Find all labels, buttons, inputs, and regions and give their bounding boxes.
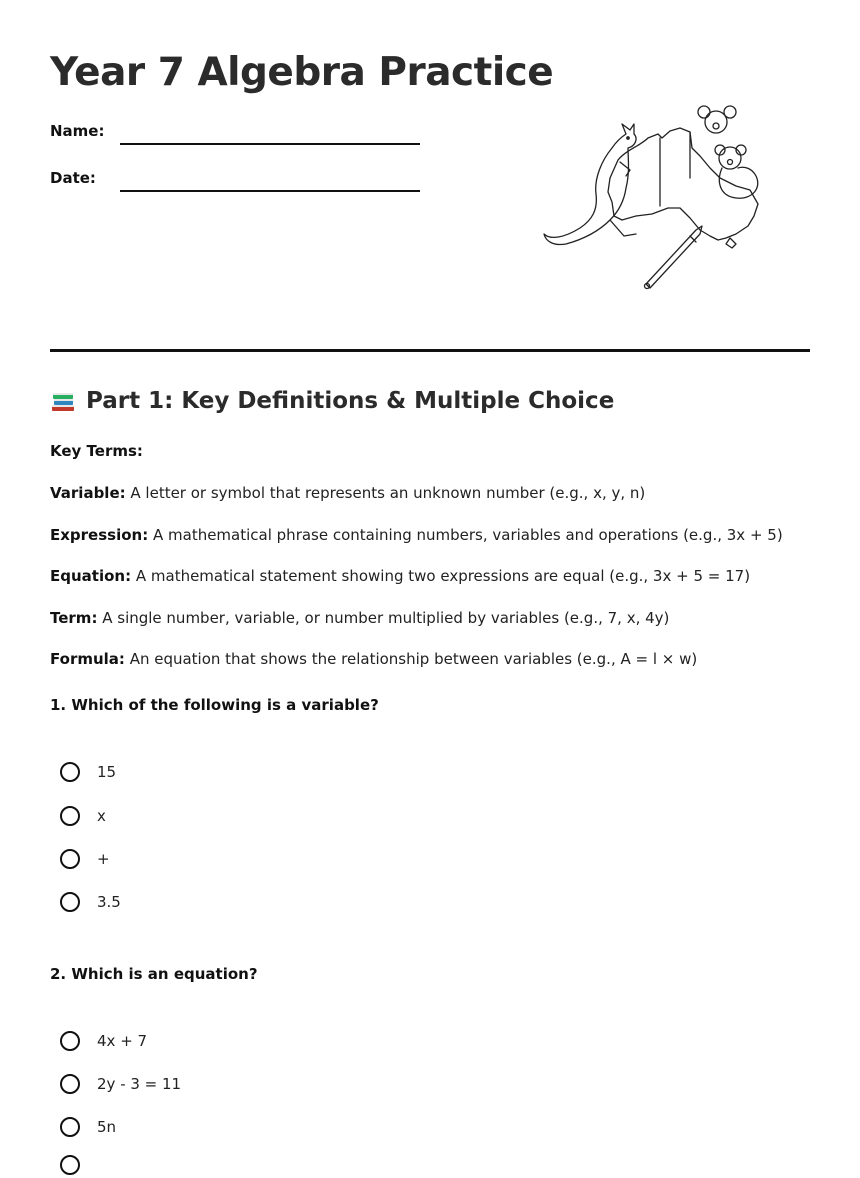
definition-equation xyxy=(50,567,750,585)
radio-button[interactable] xyxy=(60,1031,80,1051)
radio-button[interactable] xyxy=(60,762,80,782)
australia-animals-illustration xyxy=(540,98,770,294)
radio-button[interactable] xyxy=(60,1117,80,1137)
definition-text: A mathematical phrase containing numbers, variables and operations (e.g., 3x + 5) xyxy=(148,526,783,544)
option-label: 3.5 xyxy=(97,893,121,911)
option-label: + xyxy=(97,850,110,868)
definition-formula xyxy=(50,650,697,668)
question-2: 2. Which is an equation? xyxy=(50,965,258,983)
radio-button[interactable] xyxy=(60,1155,80,1175)
name-field[interactable] xyxy=(120,143,420,145)
option-label: 15 xyxy=(97,763,117,781)
definition-text: An equation that shows the relationship between variables (e.g., A = l × w) xyxy=(124,650,698,668)
q1-option-d[interactable] xyxy=(60,889,121,915)
key-terms-label: Key Terms: xyxy=(50,442,143,460)
q1-option-b[interactable] xyxy=(60,803,106,829)
books-icon xyxy=(50,388,76,414)
q2-option-b[interactable] xyxy=(60,1071,181,1097)
part1-heading-text: Part 1: Key Definitions & Multiple Choice xyxy=(86,388,615,414)
q1-option-c[interactable] xyxy=(60,846,110,872)
definition-variable xyxy=(50,484,645,502)
definition-term-entry xyxy=(50,609,669,627)
radio-button[interactable] xyxy=(60,892,80,912)
radio-button[interactable] xyxy=(60,849,80,869)
pencil-drawing xyxy=(645,226,703,289)
q1-option-a[interactable] xyxy=(60,759,116,785)
definition-text: A letter or symbol that represents an unknown number (e.g., x, y, n) xyxy=(125,484,646,502)
definition-term: Term: xyxy=(50,609,98,627)
option-label: x xyxy=(97,807,106,825)
definition-term: Equation: xyxy=(50,567,132,585)
radio-button[interactable] xyxy=(60,806,80,826)
name-label: Name: xyxy=(50,122,105,140)
section-divider xyxy=(50,349,810,352)
radio-button[interactable] xyxy=(60,1074,80,1094)
definition-text: A single number, variable, or number multiplied by variables (e.g., 7, x, 4y) xyxy=(97,609,670,627)
option-label: 2y - 3 = 11 xyxy=(97,1075,182,1093)
option-label: 5n xyxy=(97,1118,117,1136)
q2-option-d-partial[interactable] xyxy=(60,1152,97,1178)
definition-term: Expression: xyxy=(50,526,149,544)
option-label: 4x + 7 xyxy=(97,1032,148,1050)
part1-heading xyxy=(50,388,614,414)
date-field[interactable] xyxy=(120,190,420,192)
koala-drawing xyxy=(698,106,758,198)
definition-expression xyxy=(50,526,783,544)
question-1: 1. Which of the following is a variable? xyxy=(50,696,379,714)
kangaroo-drawing xyxy=(544,124,636,245)
definition-text: A mathematical statement showing two expressions are equal (e.g., 3x + 5 = 17) xyxy=(131,567,751,585)
definition-term: Variable: xyxy=(50,484,126,502)
australia-map-outline xyxy=(608,128,758,240)
date-label: Date: xyxy=(50,169,96,187)
q2-option-c[interactable] xyxy=(60,1114,116,1140)
page-title: Year 7 Algebra Practice xyxy=(50,50,554,95)
q2-option-a[interactable] xyxy=(60,1028,147,1054)
definition-term: Formula: xyxy=(50,650,125,668)
